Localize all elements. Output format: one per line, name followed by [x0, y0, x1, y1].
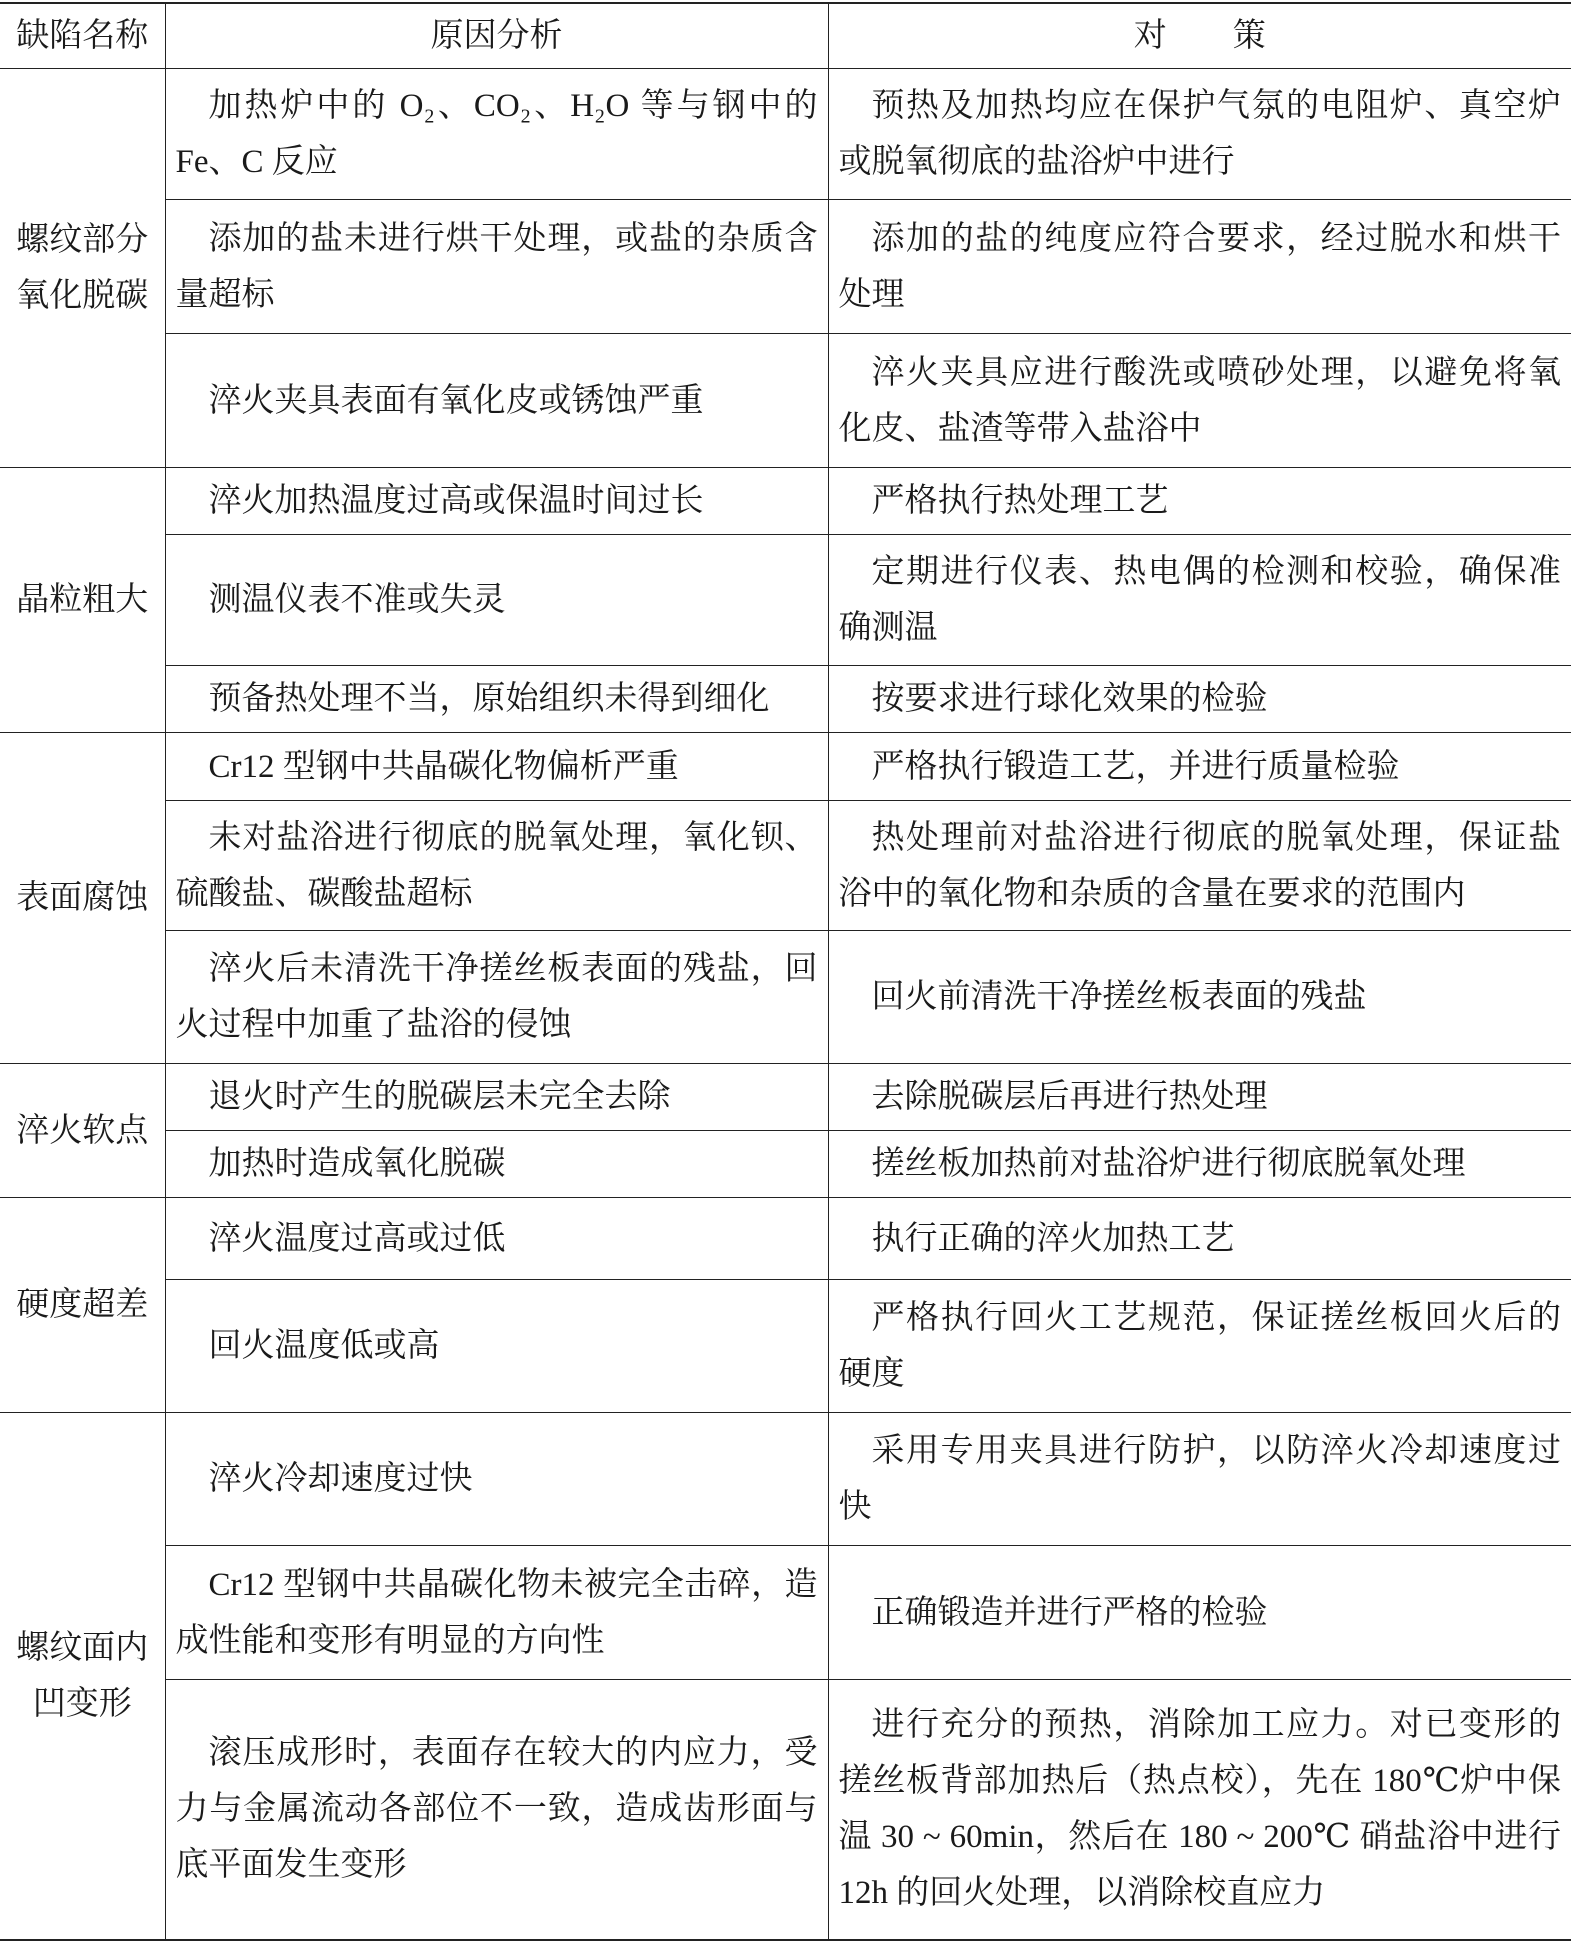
header-cause-analysis: 原因分析: [165, 3, 828, 69]
cause-cell: 未对盐浴进行彻底的脱氧处理，氧化钡、硫酸盐、碳酸盐超标: [165, 801, 828, 931]
countermeasure-cell: 严格执行锻造工艺，并进行质量检验: [828, 733, 1571, 801]
defect-table: [0, 2, 1571, 1941]
table-row: [0, 1546, 1571, 1680]
cause-cell: 预备热处理不当，原始组织未得到细化: [165, 666, 828, 733]
header-defect-name: 缺陷名称: [0, 3, 165, 69]
defect-name-cell: 硬度超差: [0, 1198, 165, 1413]
countermeasure-cell: 按要求进行球化效果的检验: [828, 666, 1571, 733]
countermeasure-cell: 严格执行热处理工艺: [828, 468, 1571, 535]
table-row: [0, 468, 1571, 535]
table-body: [0, 69, 1571, 1940]
cause-cell: 加热时造成氧化脱碳: [165, 1131, 828, 1198]
countermeasure-cell: 热处理前对盐浴进行彻底的脱氧处理，保证盐浴中的氧化物和杂质的含量在要求的范围内: [828, 801, 1571, 931]
table-row: [0, 69, 1571, 200]
countermeasure-cell: 预热及加热均应在保护气氛的电阻炉、真空炉或脱氧彻底的盐浴炉中进行: [828, 69, 1571, 200]
defect-name-cell: 表面腐蚀: [0, 733, 165, 1064]
countermeasure-cell: 淬火夹具应进行酸洗或喷砂处理，以避免将氧化皮、盐渣等带入盐浴中: [828, 334, 1571, 468]
cause-cell: 退火时产生的脱碳层未完全去除: [165, 1064, 828, 1131]
countermeasure-cell: 采用专用夹具进行防护，以防淬火冷却速度过快: [828, 1413, 1571, 1546]
table-row: [0, 801, 1571, 931]
header-countermeasure: 对 策: [828, 3, 1571, 69]
countermeasure-cell: 去除脱碳层后再进行热处理: [828, 1064, 1571, 1131]
cause-cell: 添加的盐未进行烘干处理，或盐的杂质含量超标: [165, 200, 828, 334]
cause-cell: 淬火温度过高或过低: [165, 1198, 828, 1280]
cause-cell: 淬火夹具表面有氧化皮或锈蚀严重: [165, 334, 828, 468]
table-row: [0, 535, 1571, 666]
header-row: [0, 3, 1571, 69]
defect-name-cell: 螺纹部分氧化脱碳: [0, 69, 165, 468]
table-row: [0, 200, 1571, 334]
countermeasure-cell: 添加的盐的纯度应符合要求，经过脱水和烘干处理: [828, 200, 1571, 334]
cause-cell: 滚压成形时，表面存在较大的内应力，受力与金属流动各部位不一致，造成齿形面与底平面发生变形: [165, 1680, 828, 1940]
table-row: [0, 1131, 1571, 1198]
table-row: [0, 1064, 1571, 1131]
table-row: [0, 334, 1571, 468]
table-row: [0, 1280, 1571, 1413]
cause-cell: 回火温度低或高: [165, 1280, 828, 1413]
countermeasure-cell: 严格执行回火工艺规范，保证搓丝板回火后的硬度: [828, 1280, 1571, 1413]
table-row: [0, 1680, 1571, 1940]
countermeasure-cell: 定期进行仪表、热电偶的检测和校验，确保准确测温: [828, 535, 1571, 666]
cause-cell: 淬火后未清洗干净搓丝板表面的残盐，回火过程中加重了盐浴的侵蚀: [165, 931, 828, 1064]
countermeasure-cell: 执行正确的淬火加热工艺: [828, 1198, 1571, 1280]
table-row: [0, 666, 1571, 733]
cause-cell: 淬火加热温度过高或保温时间过长: [165, 468, 828, 535]
table-container: [0, 2, 1571, 1941]
countermeasure-cell: 正确锻造并进行严格的检验: [828, 1546, 1571, 1680]
cause-cell: 淬火冷却速度过快: [165, 1413, 828, 1546]
table-row: [0, 733, 1571, 801]
countermeasure-cell: 搓丝板加热前对盐浴炉进行彻底脱氧处理: [828, 1131, 1571, 1198]
countermeasure-cell: 回火前清洗干净搓丝板表面的残盐: [828, 931, 1571, 1064]
table-row: [0, 1413, 1571, 1546]
defect-name-cell: 淬火软点: [0, 1064, 165, 1198]
cause-cell: Cr12 型钢中共晶碳化物未被完全击碎，造成性能和变形有明显的方向性: [165, 1546, 828, 1680]
defect-name-cell: 螺纹面内凹变形: [0, 1413, 165, 1940]
defect-name-cell: 晶粒粗大: [0, 468, 165, 733]
table-row: [0, 1198, 1571, 1280]
cause-cell: Cr12 型钢中共晶碳化物偏析严重: [165, 733, 828, 801]
table-row: [0, 931, 1571, 1064]
cause-cell: 加热炉中的 O₂、CO₂、H₂O 等与钢中的 Fe、C 反应: [165, 69, 828, 200]
countermeasure-cell: 进行充分的预热，消除加工应力。对已变形的搓丝板背部加热后（热点校），先在 180℃炉中保温 30 ~ 60min，然后在 180 ~ 200℃ 硝盐浴中进行 12h 的回火处理，以消除校直应力: [828, 1680, 1571, 1940]
table-header: [0, 3, 1571, 69]
cause-cell: 测温仪表不准或失灵: [165, 535, 828, 666]
